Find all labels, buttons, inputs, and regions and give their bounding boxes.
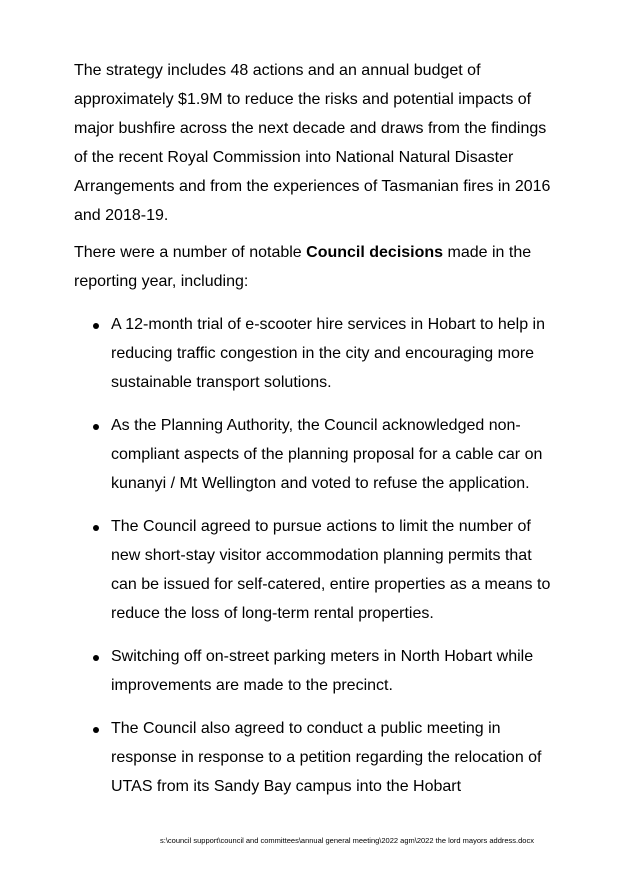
list-item-text: The Council also agreed to conduct a public meeting in response in response to a petition regarding the relocation of UTAS from its Sandy Bay campus into the Hobart — [111, 720, 542, 795]
list-item-text: Switching off on-street parking meters in North Hobart while improvements are made to the precinct. — [111, 648, 534, 694]
intro-paragraph: The strategy includes 48 actions and an annual budget of approximately $1.9M to reduce the risks and potential impacts of major bushfire across the next decade and draws from the findings of the recent Royal Commission into National Natural Disaster Arrangements and from the experiences of Tasmanian fires in 2016 and 2018-19. — [74, 62, 551, 224]
list-item — [74, 310, 552, 397]
list-item — [74, 714, 552, 801]
bullet-icon — [93, 424, 99, 430]
decisions-list — [74, 310, 552, 801]
bullet-icon — [93, 525, 99, 531]
decisions-intro-before: There were a number of notable — [74, 244, 307, 261]
list-item — [74, 411, 552, 498]
decisions-intro-bold: Council decisions — [306, 244, 444, 261]
bullet-icon — [93, 323, 99, 329]
footer-file-path: s:\council support\council and committees\annual general meeting\2022 agm\2022 the lord mayors address.docx — [160, 836, 534, 845]
decisions-intro-after: made in the reporting year, including: — [74, 244, 532, 290]
list-item-text: As the Planning Authority, the Council acknowledged non-compliant aspects of the planning proposal for a cable car on kunanyi / Mt Wellington and voted to refuse the application. — [111, 417, 543, 492]
list-item-text: A 12-month trial of e-scooter hire services in Hobart to help in reducing traffic congestion in the city and encouraging more sustainable transport solutions. — [111, 316, 545, 391]
list-item — [74, 512, 552, 628]
bullet-icon — [93, 727, 99, 733]
list-item — [74, 642, 552, 700]
decisions-intro-paragraph — [74, 238, 552, 296]
bullet-icon — [93, 655, 99, 661]
list-item-text: The Council agreed to pursue actions to limit the number of new short-stay visitor accommodation planning permits that can be issued for self-catered, entire properties as a means to reduce the loss of long-term rental properties. — [111, 518, 551, 622]
